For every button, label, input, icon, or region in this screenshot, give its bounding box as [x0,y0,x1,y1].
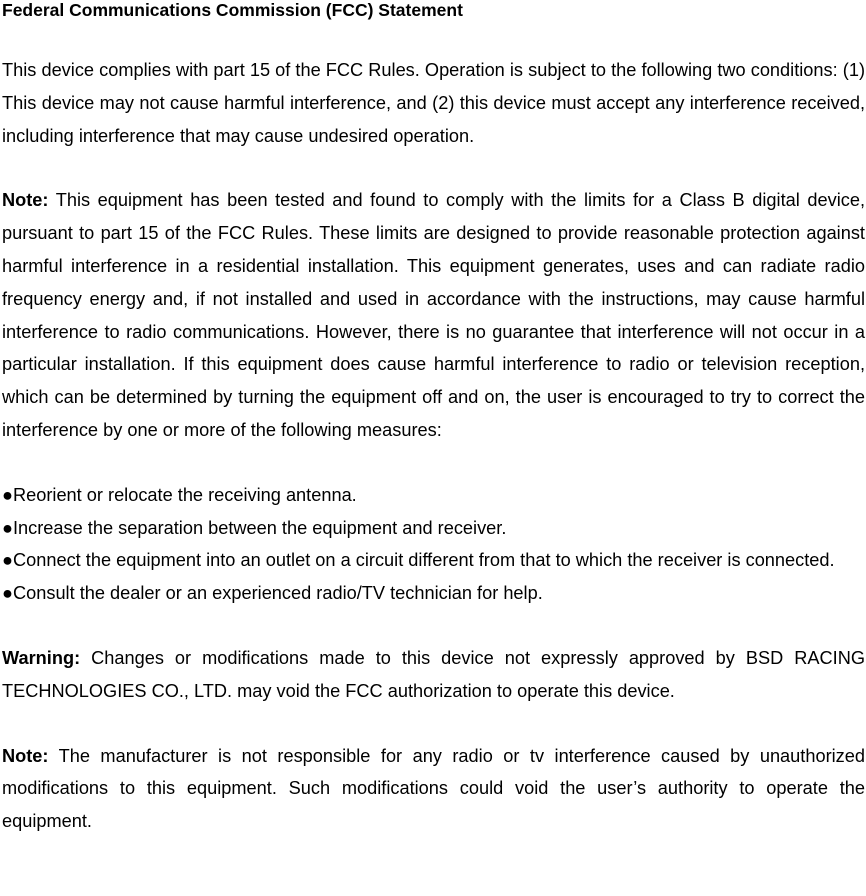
list-item: ●Reorient or relocate the receiving antenna. [2,484,357,505]
note-label: Note: [2,190,49,211]
note2-paragraph [2,740,865,838]
list-item: ●Consult the dealer or an experienced radio/TV technician for help. [2,583,543,604]
list-item: ●Increase the separation between the equipment and receiver. [2,517,507,538]
note-paragraph [2,184,865,446]
intro-paragraph: This device complies with part 15 of the FCC Rules. Operation is subject to the following two conditions: (1) This device may not cause harmful interference, and (2) this device must accept any interference received, including interference that may cause undesired operation. [2,60,865,146]
warning-paragraph [2,642,865,708]
note-text: This equipment has been tested and found to comply with the limits for a Class B digital device, pursuant to part 15 of the FCC Rules. These limits are designed to provide reasonable protection against harmful interference in a residential installation. This equipment generates, uses and can radiate radio frequency energy and, if not installed and used in accordance with the instructions, may cause harmful interference to radio communications. However, there is no guarantee that interference will not occur in a particular installation. If this equipment does cause harmful interference to radio or television reception, which can be determined by turning the equipment off and on, the user is encouraged to try to correct the interference by one or more of the following measures: [2,190,865,440]
page-title: Federal Communications Commission (FCC) Statement [2,0,463,20]
note2-label: Note: [2,745,49,766]
warning-label: Warning: [2,647,81,668]
warning-text: Changes or modifications made to this device not expressly approved by BSD RACING TECHNOLOGIES CO., LTD. may void the FCC authorization to operate this device. [2,647,865,701]
note2-text: The manufacturer is not responsible for any radio or tv interference caused by unauthorized modifications to this equipment. Such modifications could void the user’s authority to operate the equipment. [2,745,865,832]
measures-list [2,479,865,610]
list-item: ●Connect the equipment into an outlet on a circuit different from that to which the receiver is connected. [2,550,835,571]
